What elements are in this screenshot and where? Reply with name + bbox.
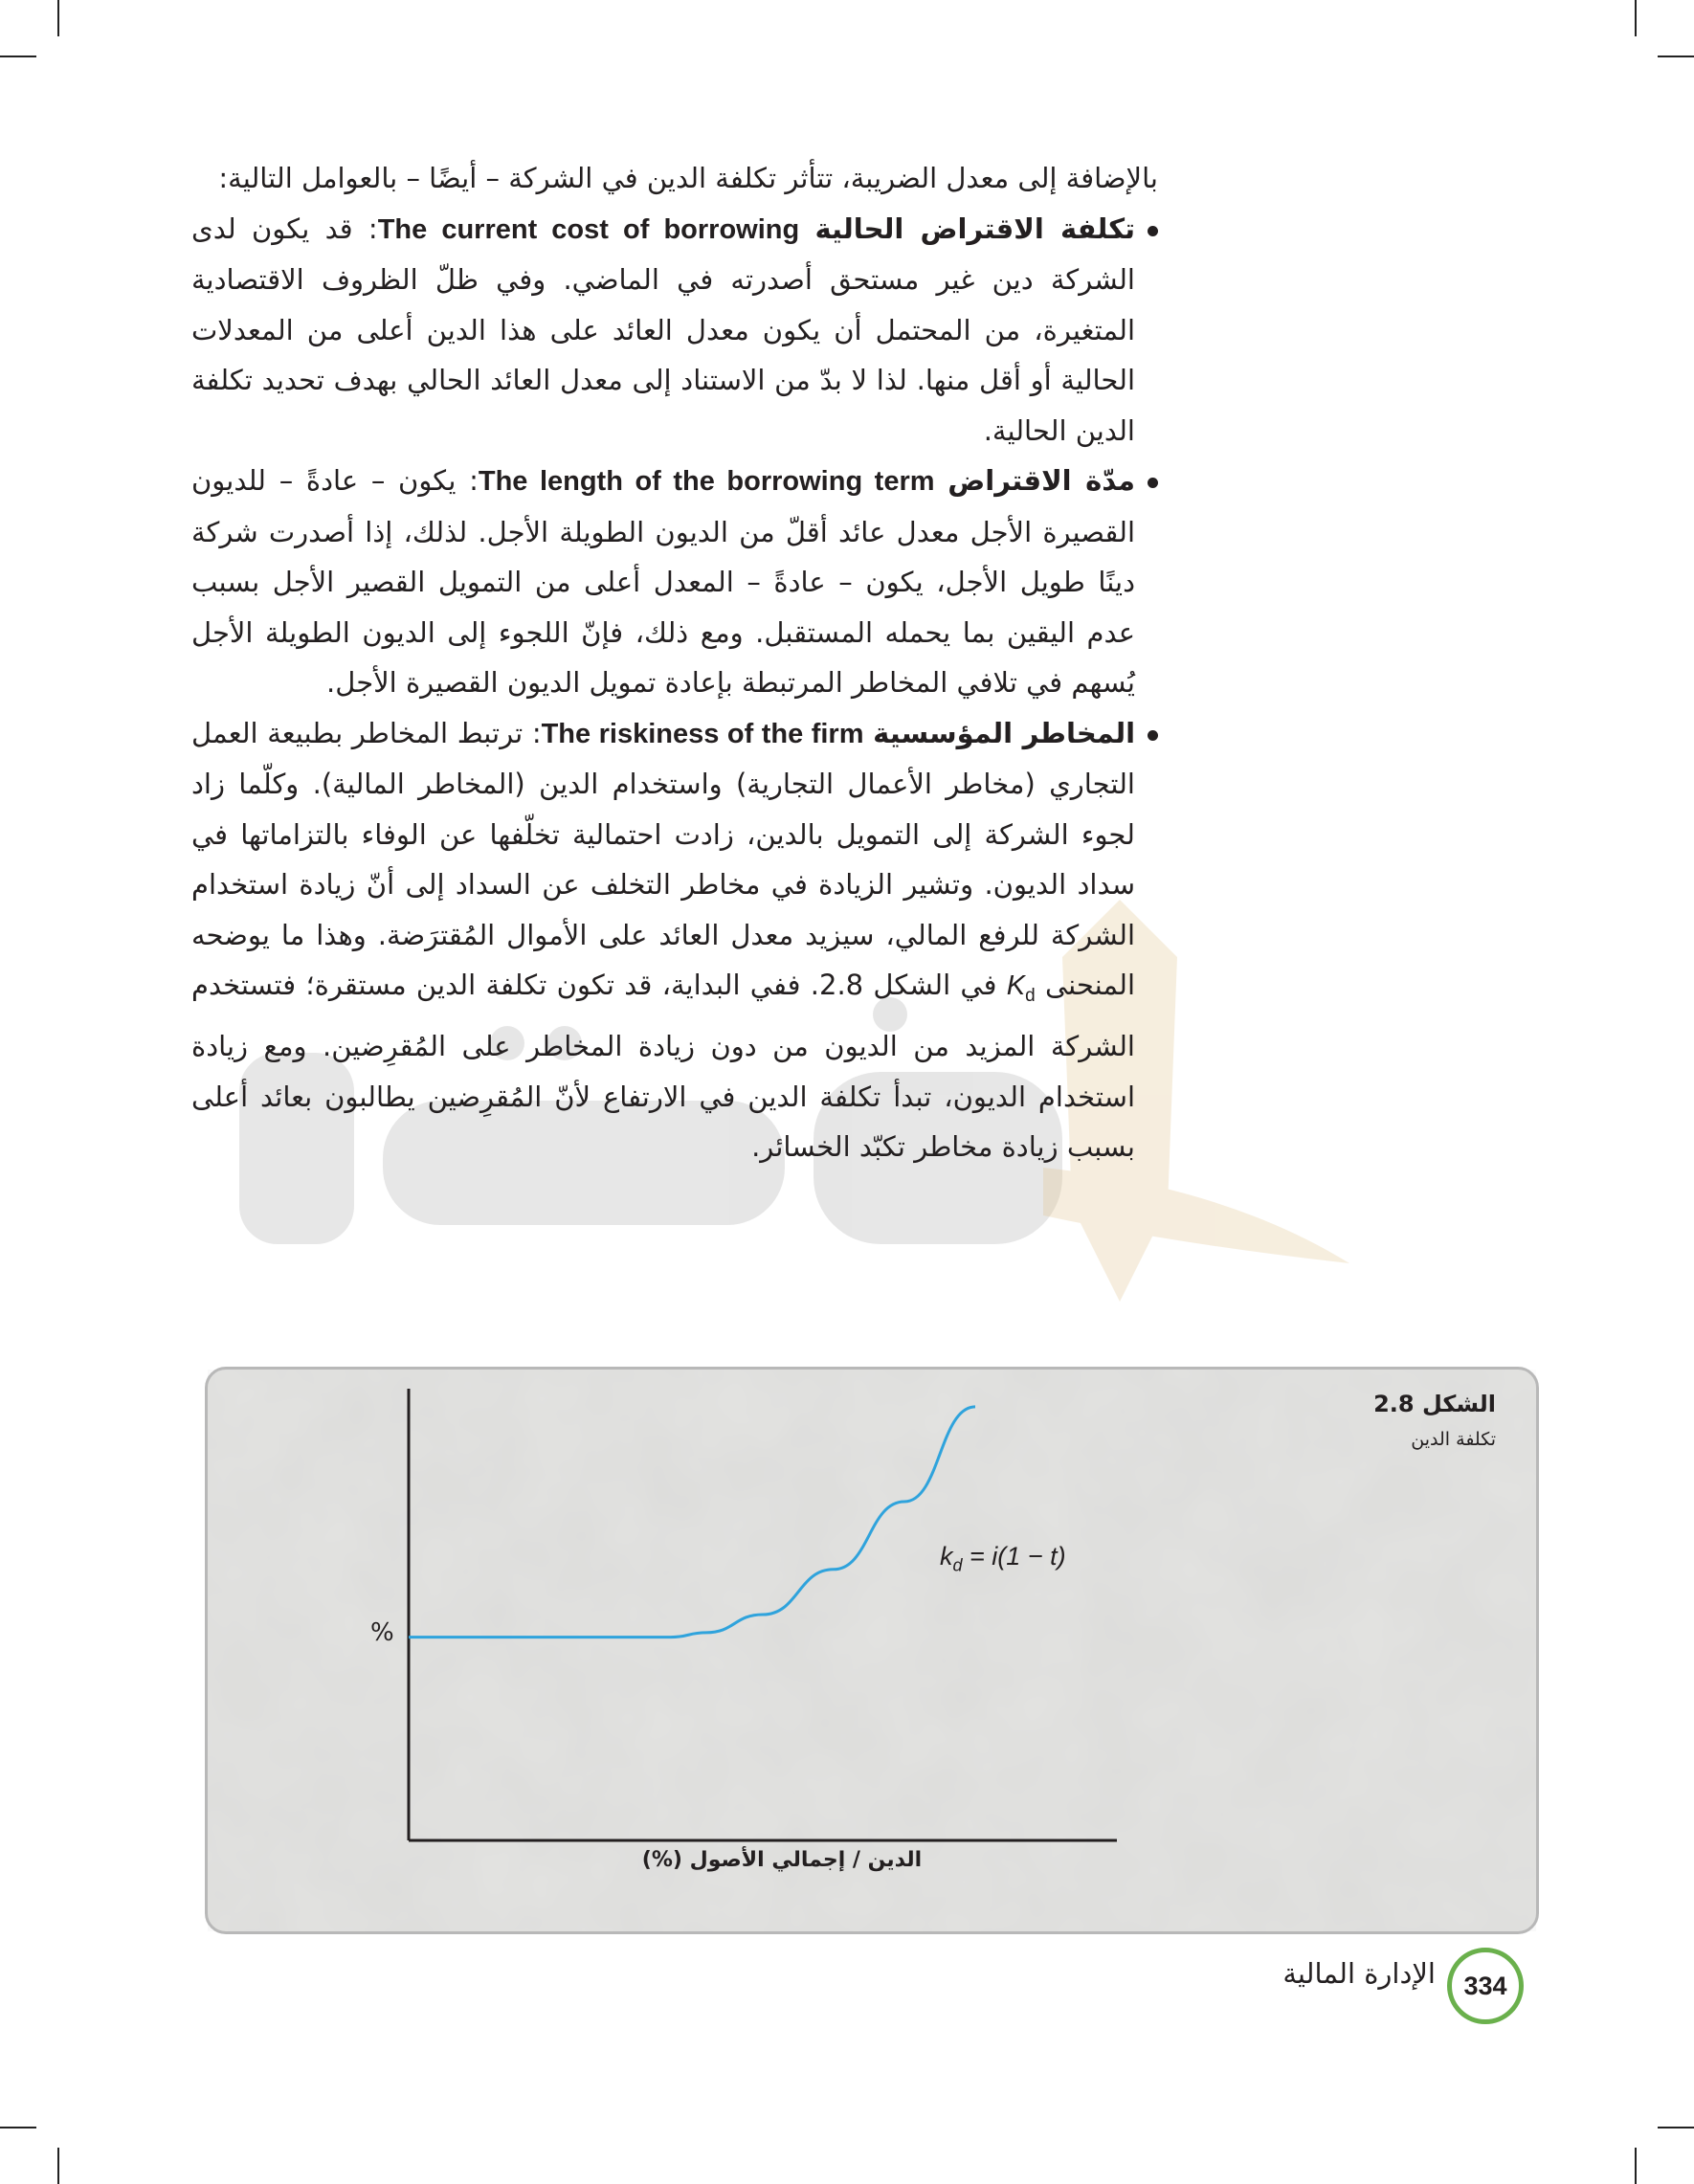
bullet-title-en: The riskiness of the firm — [541, 718, 864, 749]
bullet-title-ar: المخاطر المؤسسية — [873, 716, 1136, 749]
crop-mark — [1635, 2148, 1637, 2184]
bullet-title-ar: مدّة الاقتراض — [947, 464, 1135, 497]
bullet-body: : قد يكون لدى الشركة دين غير مستحق أصدرته في الماضي. وفي ظلّ الظروف الاقتصادية المتغيرة، من المحتمل أن يكون معدل العائد على هذا الدين أعلى من المعدلات الحالية أو أقل منها. لذا لا بدّ من الاستناد إلى معدل العائد الحالي بهدف تحديد تكلفة الدين الحالية. — [191, 212, 1135, 447]
crop-mark — [1658, 56, 1694, 57]
bullet-body-cont: في الشكل 2.8. ففي البداية، قد تكون تكلفة الدين مستقرة؛ فتستخدم الشركة المزيد من الديون من دون زيادة المخاطر على المُقرِضين. ومع زيادة استخدام الديون، تبدأ تكلفة الدين في الارتفاع لأنّ المُقرِضين يطالبون بعائد أعلى بسبب زيادة مخاطر تكبّد الخسائر. — [191, 969, 1135, 1164]
concrete-texture — [208, 1370, 1536, 1931]
y-axis-label: % — [370, 1618, 394, 1647]
bullet-body: : يكون – عادةً – للديون القصيرة الأجل معدل عائد أقلّ من الديون الطويلة الأجل. لذلك، إذا أصدرت شركة دينًا طويل الأجل، يكون – عادةً – المعدل أعلى من التمويل القصير الأجل بسبب عدم اليقين بما يحمله المستقبل. ومع ذلك، فإنّ اللجوء إلى الديون الطويلة الأجل يُسهم في تلافي المخاطر المرتبطة بإعادة تمويل الديون القصيرة الأجل. — [191, 464, 1135, 699]
formula-rest: = i(1 − t) — [962, 1542, 1066, 1571]
crop-mark — [0, 56, 36, 57]
bullet-borrowing-term — [191, 456, 1135, 708]
crop-mark — [1658, 2127, 1694, 2128]
crop-mark — [1635, 0, 1637, 36]
bullet-title-en: The current cost of borrowing — [377, 213, 800, 245]
kd-symbol — [1006, 970, 1036, 1006]
bullet-body: : ترتبط المخاطر بطبيعة العمل التجاري (مخاطر الأعمال التجارية) واستخدام الدين (المخاطر المالية). وكلّما زاد لجوء الشركة إلى التمويل بالدين، زادت احتمالية تخلّفها عن الوفاء بالتزاماتها في سداد الديون. وتشير الزيادة في مخاطر التخلف عن السداد إلى أنّ زيادة استخدام الشركة للرفع المالي، سيزيد معدل العائد على الأموال المُقترَضة. وهذا ما يوضحه المنحنى — [191, 716, 1136, 1001]
cost-of-debt-chart — [208, 1370, 1536, 1931]
body-text — [191, 153, 1158, 1172]
kd-letter: K — [1006, 970, 1026, 1001]
bullet-riskiness — [191, 708, 1135, 1172]
figure-subtitle: تكلفة الدين — [1411, 1429, 1496, 1450]
kd-subscript: d — [1025, 985, 1036, 1006]
crop-mark — [57, 0, 59, 36]
bullet-title-ar: تكلفة الاقتراض الحالية — [814, 212, 1135, 245]
curve-formula — [940, 1542, 1066, 1575]
formula-subscript: d — [952, 1555, 963, 1575]
page-number: 334 — [1463, 1971, 1507, 2000]
crop-mark — [57, 2148, 59, 2184]
page-number-badge — [1447, 1948, 1524, 2024]
footer-book-title: الإدارة المالية — [1282, 1957, 1436, 1990]
bullet-title-en: The length of the borrowing term — [478, 466, 935, 497]
x-axis-label: الدين / إجمالي الأصول (%) — [641, 1848, 923, 1872]
formula-k: k — [940, 1542, 953, 1571]
crop-mark — [0, 2127, 36, 2128]
bullet-current-cost — [191, 204, 1135, 457]
figure-cost-of-debt — [205, 1367, 1539, 1934]
figure-title: الشكل 2.8 — [1373, 1391, 1496, 1417]
intro-paragraph: بالإضافة إلى معدل الضريبة، تتأثر تكلفة الدين في الشركة – أيضًا – بالعوامل التالية: — [218, 162, 1158, 194]
